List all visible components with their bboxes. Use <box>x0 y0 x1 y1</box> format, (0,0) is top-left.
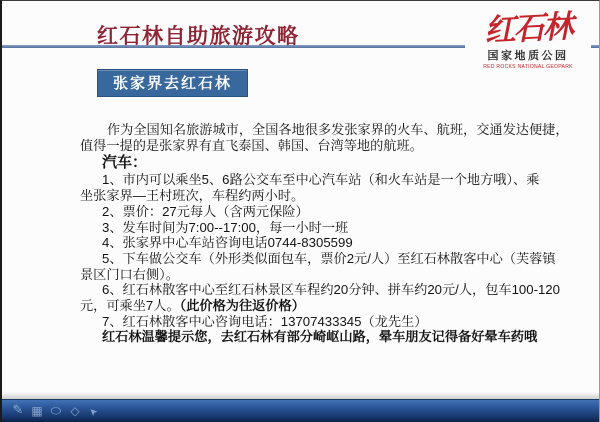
red-stone-forest-logo <box>465 8 591 73</box>
logo-subtitle: 国家地质公园 <box>487 49 569 62</box>
body-line-text: 5、下车做公交车（外形类似面包车，票价2元/人）至红石林散客中心（芙蓉镇 <box>102 250 556 266</box>
body-line <box>102 204 569 220</box>
body-line-text: 坐张家界—王村班次，车程约两小时。 <box>80 188 305 204</box>
body-line-bold-text: 汽车： <box>102 154 148 172</box>
section-badge: 张家界去红石林 <box>97 69 248 97</box>
body-line <box>107 122 569 138</box>
ellipse-tool-icon[interactable]: ○ <box>48 404 64 418</box>
body-line <box>102 314 569 330</box>
body-line-text: 6、红石林散客中心至红石林景区车程约20分钟、拼车约20元/人，包车100-120 <box>102 282 560 298</box>
body-line <box>102 220 569 236</box>
body-line <box>80 267 569 283</box>
annotation-toolbar <box>2 399 599 422</box>
body-line <box>102 172 569 188</box>
body-line-text: 2、票价：27元每人（含两元保险） <box>102 203 309 219</box>
body-line-bold-text: 红石林温馨提示您，去红石林有部分崎岖山路，晕车朋友记得备好晕车药哦 <box>102 329 538 345</box>
body-line-text: 作为全国知名旅游城市，全国各地很多发张家界的火车、航班，交通发达便捷， <box>107 122 569 137</box>
diamond-tool-icon[interactable]: ◇ <box>70 404 80 418</box>
body-line-text: 景区门口右侧）。 <box>80 266 179 282</box>
bottom-shadow <box>2 392 599 399</box>
body-line-text: 7、红石林散客中心咨询电话：13707433345（龙先生） <box>102 313 428 329</box>
body-line-text: 3、发车时间为7:00--17:00，每一小时一班 <box>102 219 349 235</box>
pen-icon[interactable]: ✎ <box>12 403 24 418</box>
slide-body <box>80 122 569 345</box>
body-line <box>102 329 569 345</box>
body-line-bold-text: （此价格为往返价格） <box>179 298 305 314</box>
cursor-icon[interactable]: ➤ <box>86 404 101 419</box>
logo-calligraphy-text: 红石林 <box>483 8 573 50</box>
body-line <box>80 188 569 204</box>
body-line <box>80 298 569 314</box>
body-line <box>102 153 569 172</box>
body-line-text: 值得一提的是张家界有直飞泰国、韩国、台湾等地的航班。 <box>80 137 423 153</box>
body-line <box>102 282 569 298</box>
body-line <box>102 235 569 251</box>
body-line-text: 元，可乘坐7人。 <box>80 298 180 314</box>
grid-board-icon[interactable]: ▦ <box>31 404 43 418</box>
body-line-text: 1、市内可以乘坐5、6路公交车至中心汽车站（和火车站是一个地方哦）、乘 <box>102 172 540 188</box>
body-line <box>102 251 569 267</box>
logo-english-text: RED ROCKS NATIONAL GEOPARK <box>483 63 573 70</box>
body-line-text: 4、张家界中心车站咨询电话0744-8305599 <box>102 235 353 251</box>
page-title: 红石林自助旅游攻略 <box>97 25 300 48</box>
body-line <box>80 138 569 154</box>
